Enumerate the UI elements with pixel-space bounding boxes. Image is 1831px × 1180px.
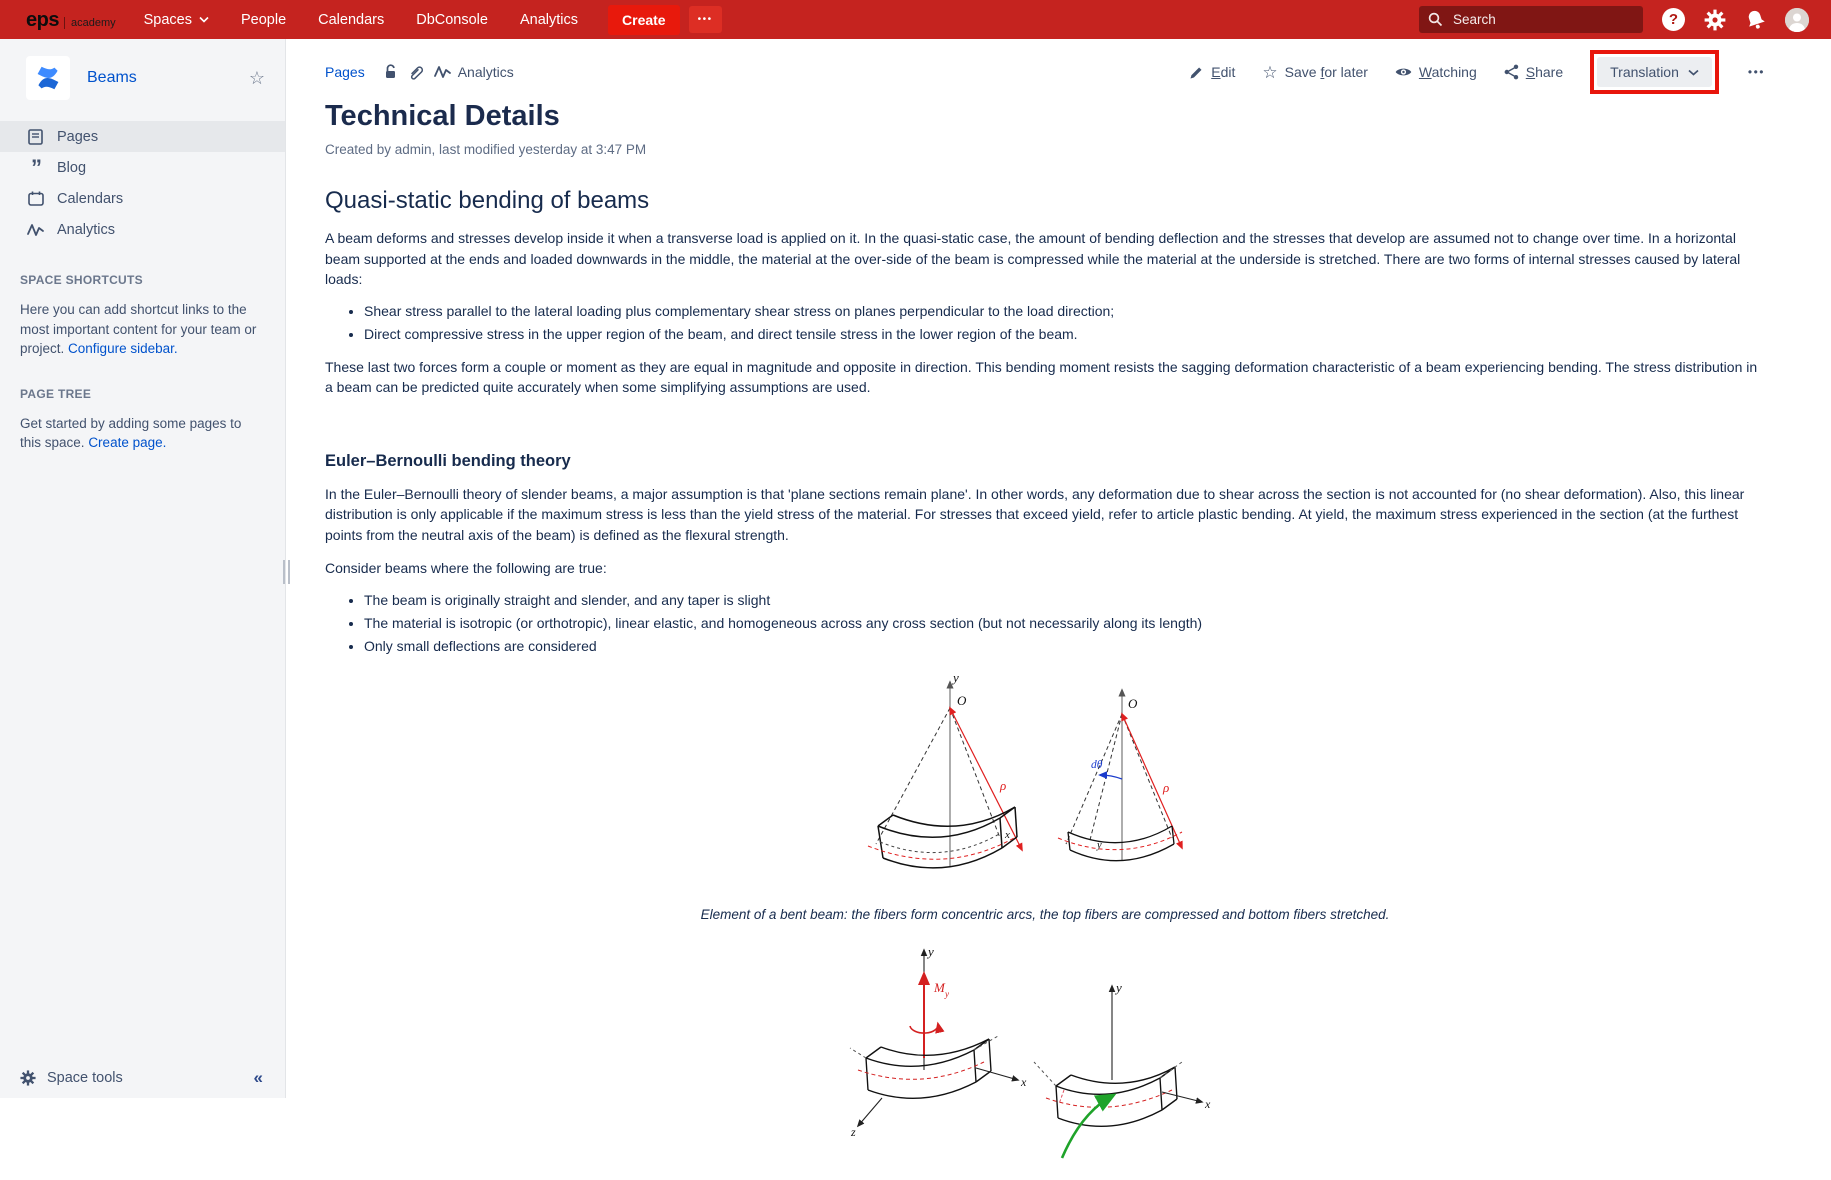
svg-text:y: y — [928, 943, 934, 959]
eye-icon — [1395, 66, 1412, 78]
svg-text:y: y — [1116, 979, 1122, 995]
page-actions — [1189, 50, 1765, 94]
nav-item-analytics[interactable]: Analytics — [519, 11, 579, 28]
brand-logo[interactable] — [26, 10, 116, 30]
sidebar-item-calendars[interactable]: Calendars — [0, 183, 285, 214]
page-more-button[interactable]: ••• — [1747, 65, 1765, 79]
share-icon — [1504, 64, 1519, 80]
space-shortcuts-section — [0, 273, 285, 359]
confluence-icon — [32, 62, 64, 94]
share-button[interactable]: Share — [1504, 64, 1563, 80]
bent-beam-diagram — [850, 668, 1240, 900]
svg-text:O: O — [957, 692, 967, 708]
topbar-more-button[interactable]: ••• — [689, 6, 722, 33]
sidebar-nav — [0, 121, 285, 245]
svg-text:ρ: ρ — [1000, 777, 1007, 793]
nav-item-people[interactable]: People — [240, 11, 287, 28]
create-page-link[interactable]: Create page. — [88, 435, 167, 450]
page-body — [325, 187, 1765, 1180]
list-item: • Only small deflections are considered — [364, 636, 1765, 656]
page-tree-title: PAGE TREE — [20, 386, 92, 401]
chevron-down-icon — [1688, 69, 1699, 76]
sidebar-item-pages[interactable]: Pages — [0, 121, 285, 152]
save-for-later-button[interactable]: ☆ Save for later — [1262, 62, 1368, 82]
figure-bent-beam-arcs — [325, 668, 1765, 922]
pages-icon — [27, 129, 44, 145]
analytics-wave-icon — [27, 223, 44, 237]
paragraph: In the Euler–Bernoulli theory of slender beams, a major assumption is that 'plane sections remain plane'. In other words, any deformation due to shear across the section is not accounted for (no shear deformation). Also, this linear distribution is only applicable if the maximum stress is less than the yield stress of the material. For stresses that exceed yield, refer to article plastic bending. At yield, the maximum stress experienced in the section (at the furthest points from the neutral axis of the beam) is defined as the flexural strength. — [325, 485, 1745, 543]
brand-primary: eps — [26, 8, 59, 31]
section-heading-euler-bernoulli: Euler–Bernoulli bending theory — [325, 451, 571, 470]
watching-button[interactable]: Watching — [1395, 64, 1477, 80]
nav-item-spaces[interactable]: Spaces — [144, 12, 209, 28]
star-icon: ☆ — [1262, 62, 1278, 82]
avatar[interactable] — [1785, 8, 1809, 32]
pencil-icon — [1189, 65, 1204, 80]
sidebar-item-analytics[interactable]: Analytics — [0, 214, 285, 245]
top-navbar — [0, 0, 1831, 39]
bending-moment-diagram — [850, 940, 1240, 1175]
gear-icon — [1704, 9, 1726, 31]
list-item: • Direct compressive stress in the upper region of the beam, and direct tensile stress in the lower region of the beam. — [364, 324, 1765, 344]
svg-text:y: y — [1097, 839, 1102, 851]
svg-text:x: x — [1205, 1096, 1211, 1111]
calendar-icon — [27, 191, 44, 206]
svg-text:y: y — [945, 988, 949, 999]
nav-item-calendars[interactable]: Calendars — [318, 11, 385, 28]
attachments-paperclip-icon[interactable] — [408, 64, 424, 80]
breadcrumb-pages-link[interactable]: Pages — [325, 64, 365, 80]
page-title: Technical Details — [325, 100, 560, 132]
space-tools-gear-icon — [20, 1070, 36, 1086]
svg-text:z: z — [851, 1124, 856, 1139]
help-button[interactable] — [1662, 8, 1685, 31]
svg-text:y: y — [953, 669, 959, 685]
page-tree-section — [0, 387, 285, 453]
sidebar-resize-grip[interactable] — [283, 560, 290, 584]
top-nav — [144, 12, 578, 28]
configure-sidebar-link[interactable]: Configure sidebar. — [68, 341, 178, 356]
svg-text:x: x — [1005, 828, 1010, 841]
chevron-down-icon — [199, 16, 209, 23]
paragraph: A beam deforms and stresses develop inside it when a transverse load is applied on it. In the quasi-static case, the amount of bending deflection and the stresses that develop are assumed not to change over time. In a horizontal beam supported at the ends and loaded downwards in the middle, the material at the over-side of the beam is compressed while the material at the underside is stretched. There are two forms of internal stresses caused by lateral loads: — [325, 230, 1741, 287]
breadcrumb-analytics[interactable]: Analytics — [434, 64, 514, 80]
list-item: • The beam is originally straight and slender, and any taper is slight — [364, 590, 1765, 610]
paragraph: These last two forces form a couple or moment as they are equal in magnitude and opposite in direction. This bending moment resists the sagging deformation characteristic of a beam experiencing bending. The stress distribution in a beam can be predicted quite accurately when some simplifying assumptions are used. — [325, 358, 1758, 395]
user-icon — [1785, 8, 1809, 32]
space-tools-label: Space tools — [47, 1070, 123, 1086]
paragraph: Consider beams where the following are true: — [325, 560, 607, 576]
space-header — [0, 39, 285, 113]
nav-item-dbconsole[interactable]: DbConsole — [416, 11, 488, 28]
collapse-sidebar-button[interactable]: « — [253, 1068, 263, 1087]
search-icon — [1428, 12, 1443, 27]
edit-button[interactable]: Edit — [1189, 64, 1235, 80]
question-icon: ? — [1668, 11, 1679, 28]
search-box[interactable] — [1419, 6, 1643, 33]
bell-icon — [1745, 9, 1766, 30]
sidebar-item-blog[interactable]: ” Blog — [0, 152, 285, 183]
main-content — [287, 39, 1831, 1139]
bullet-list — [325, 590, 1765, 656]
svg-text:x: x — [1021, 1074, 1027, 1089]
create-button[interactable]: Create — [608, 5, 680, 35]
bullet-list — [325, 301, 1765, 344]
space-shortcuts-title: SPACE SHORTCUTS — [20, 273, 143, 287]
list-item: • The material is isotropic (or orthotropic), linear elastic, and homogeneous across any cross section (but not necessarily along its length) — [364, 613, 1765, 633]
svg-text:dθ: dθ — [1091, 758, 1103, 771]
favourite-star-icon[interactable]: ☆ — [248, 68, 265, 88]
svg-text:O: O — [1128, 695, 1138, 711]
svg-text:M: M — [934, 979, 945, 995]
brand-secondary: academy — [64, 17, 116, 29]
figure-bending-moments — [325, 940, 1765, 1180]
confluence-space-logo[interactable] — [26, 56, 70, 100]
page-tree-text: Get started by adding some pages to this space. — [20, 415, 242, 450]
settings-button[interactable] — [1704, 9, 1726, 31]
breadcrumb — [325, 64, 514, 80]
byline: Created by admin, last modified yesterday at 3:47 PM — [325, 142, 647, 157]
figure-caption: Element of a bent beam: the fibers form concentric arcs, the top fibers are compressed and bottom fibers stretched. — [700, 906, 1390, 922]
search-input[interactable] — [1451, 11, 1634, 28]
translation-button[interactable]: Translation — [1597, 57, 1712, 87]
section-heading-quasi-static: Quasi-static bending of beams — [325, 187, 650, 214]
space-shortcuts-text: Here you can add shortcut links to the most important content for your team or project. — [20, 302, 257, 356]
space-tools-button[interactable] — [0, 1058, 285, 1098]
notifications-button[interactable] — [1745, 9, 1766, 30]
space-name-link[interactable]: Beams — [87, 69, 137, 86]
topbar-right — [1419, 6, 1809, 33]
annotation-highlight — [1590, 50, 1719, 94]
sidebar — [0, 39, 286, 1098]
list-item: • Shear stress parallel to the lateral loading plus complementary shear stress on planes perpendicular to the load direction; — [364, 301, 1765, 321]
unlock-restrictions-icon[interactable] — [383, 64, 398, 80]
blog-quote-icon: ” — [31, 154, 40, 180]
page-toolbar — [325, 54, 1765, 90]
analytics-wave-icon — [434, 65, 451, 79]
svg-text:ρ: ρ — [1163, 779, 1170, 795]
